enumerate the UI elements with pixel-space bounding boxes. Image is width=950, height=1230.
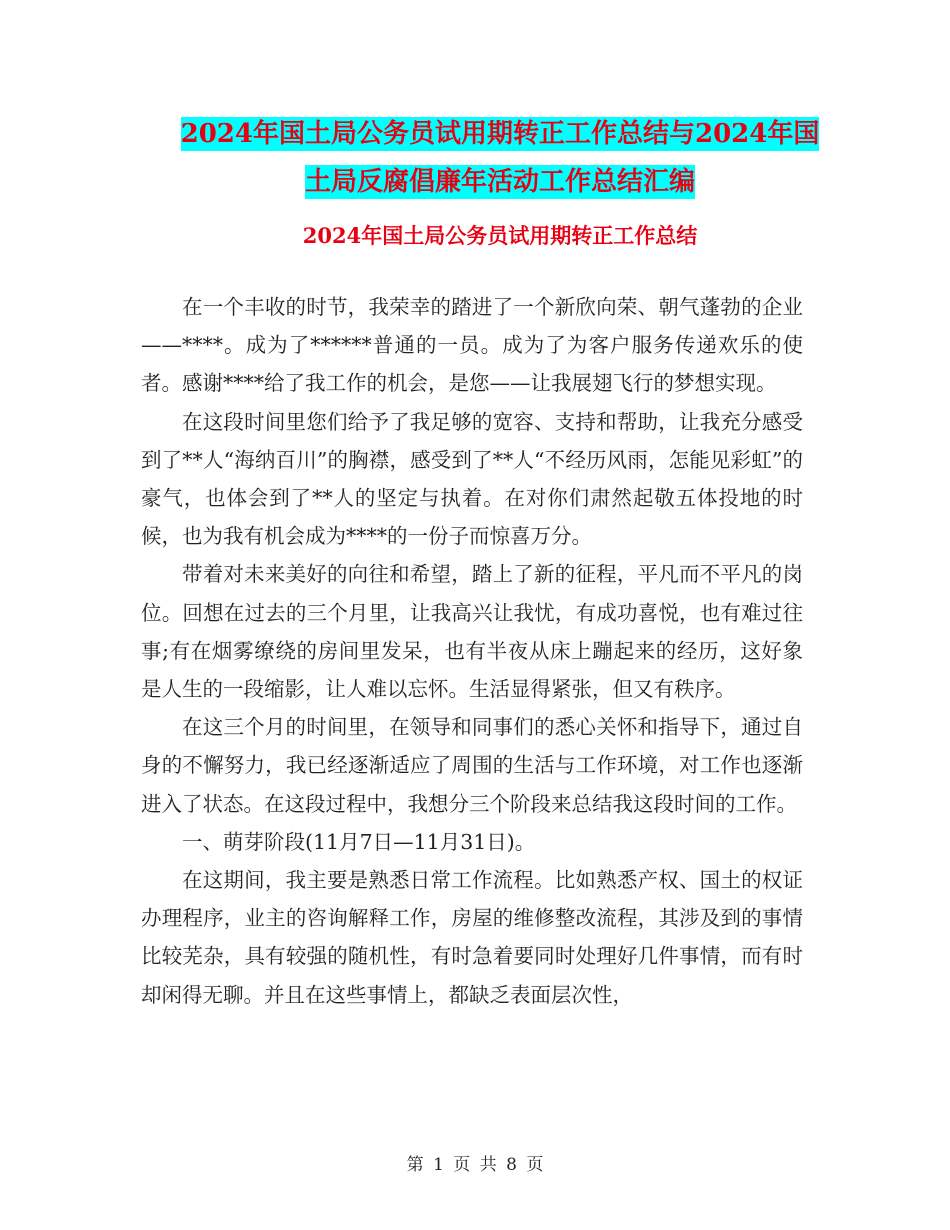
document-title-line-1: 2024年国土局公务员试用期转正工作总结与2024年国 bbox=[180, 119, 820, 149]
body-paragraph: 在一个丰收的时节，我荣幸的踏进了一个新欣向荣、朝气蓬勃的企业——****。成为了******普通的一员。成为了为客户服务传递欢乐的使者。感谢****给了我工作的机会，是您——让我展翅飞行的梦想实现。 bbox=[141, 295, 803, 396]
page-number-footer: 第 1 页 共 8 页 bbox=[406, 1155, 544, 1175]
document-body bbox=[141, 288, 803, 1014]
document-title-line-2: 土局反腐倡廉年活动工作总结汇编 bbox=[304, 167, 695, 197]
stage-heading: 一、萌芽阶段(11月7日—11月31日)。 bbox=[182, 829, 536, 854]
body-paragraph: 在这期间，我主要是熟悉日常工作流程。比如熟悉产权、国土的权证办理程序，业主的咨询解释工作，房屋的维修整改流程，其涉及到的事情比较芜杂，具有较强的随机性，有时急着要同时处理好几件事情，而有时却闲得无聊。并且在这些事情上，都缺乏表面层次性， bbox=[141, 868, 803, 1007]
body-paragraph: 在这段时间里您们给予了我足够的宽容、支持和帮助，让我充分感受到了**人“海纳百川”的胸襟，感受到了**人“不经历风雨，怎能见彩虹”的豪气，也体会到了**人的坚定与执着。在对你们肃然起敬五体投地的时候，也为我有机会成为****的一份子而惊喜万分。 bbox=[141, 409, 803, 549]
document-title bbox=[140, 110, 860, 206]
body-paragraph: 在这三个月的时间里，在领导和同事们的悉心关怀和指导下，通过自身的不懈努力，我已经逐渐适应了周围的生活与工作环境，对工作也逐渐进入了状态。在这段过程中，我想分三个阶段来总结我这段时间的工作。 bbox=[141, 715, 803, 816]
body-paragraph: 带着对未来美好的向往和希望，踏上了新的征程，平凡而不平凡的岗位。回想在过去的三个月里，让我高兴让我忧，有成功喜悦，也有难过往事;有在烟雾缭绕的房间里发呆，也有半夜从床上蹦起来的经历，这好象是人生的一段缩影，让人难以忘怀。生活显得紧张，但又有秩序。 bbox=[141, 562, 803, 702]
section-title: 2024年国土局公务员试用期转正工作总结 bbox=[302, 223, 698, 248]
